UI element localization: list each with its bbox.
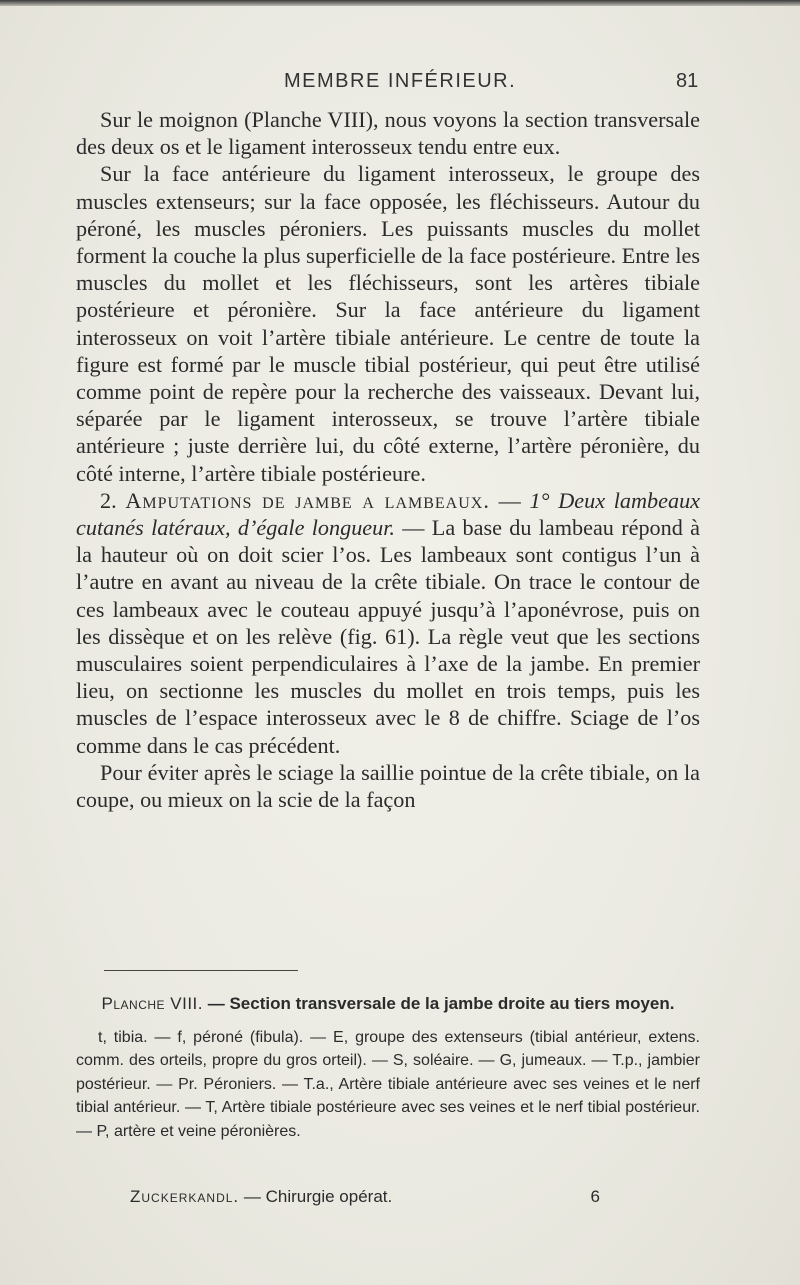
- section-heading: Amputations de jambe a lambeaux.: [125, 487, 490, 513]
- caption-dash: —: [207, 994, 225, 1013]
- caption-legend: t, tibia. — f, péroné (fibula). — E, groupe des extenseurs (tibial antérieur, extens. comm. des orteils, propre du gros orteil). — S, soléaire. — G, jumeaux. — T.p., jambier postérieur. — Pr. Péroniers. — T.a., Artère tibiale antérieure avec ses veines et le nerf tibial antérieur. — T, Artère tibiale postérieure avec ses veines et le nerf tibial postérieur. — P, artère et veine péronières.: [76, 1029, 700, 1140]
- paragraph-1: Sur le moignon (Planche VIII), nous voyons la section transversale des deux os et le ligament interosseux tendu entre eux.: [76, 107, 700, 160]
- signature-author: Zuckerkandl.: [130, 1187, 240, 1206]
- plate-label: Planche VIII.: [101, 994, 203, 1013]
- running-head: [0, 70, 800, 100]
- plate-caption: [76, 992, 700, 1143]
- footnote-separator: [104, 970, 298, 971]
- section-text: — La base du lambeau répond à la hauteur où on doit scier l’os. Les lambeaux sont contigus l’un à l’autre en avant au niveau de la crête tibiale. On trace le contour de ces lambeaux avec le couteau appuyé jusqu’à l’aponévrose, puis on les dissèque et on les relève (fig. 61). La règle veut que les sections musculaires soient perpendiculaires à l’axe de la jambe. En premier lieu, on sectionne les muscles du mollet en trois temps, puis les muscles de l’espace interosseux avec le 8 de chiffre. Sciage de l’os comme dans le cas précédent.: [76, 515, 700, 758]
- main-text: [76, 106, 700, 813]
- page-top-edge: [0, 0, 800, 6]
- paragraph-4: Pour éviter après le sciage la saillie pointue de la crête tibiale, on la coupe, ou mieux on la scie de la façon: [76, 759, 700, 813]
- signature-work: Chirurgie opérat.: [265, 1187, 393, 1206]
- signature-dash: —: [243, 1187, 261, 1206]
- paragraph-3: [76, 487, 700, 759]
- caption-title: [76, 992, 700, 1016]
- page-number: 81: [676, 70, 699, 92]
- paragraph-2: Sur la face antérieure du ligament interosseux, le groupe des muscles extenseurs; sur la face opposée, les fléchisseurs. Autour du péroné, les muscles péroniers. Les puissants muscles du mollet forment la couche la plus superficielle de la face postérieure. Entre les muscles du mollet et les fléchisseurs, sont les artères tibiale postérieure et péronière. Sur la face antérieure du ligament interosseux on voit l’artère tibiale antérieure. Le centre de toute la figure est formé par le muscle tibial postérieur, qui peut être utilisé comme point de repère pour la recherche des vaisseaux. Devant lui, séparée par le ligament interosseux, se trouve l’artère tibiale antérieure ; juste derrière lui, du côté externe, l’artère péronière, du côté interne, l’artère tibiale postérieure.: [76, 161, 700, 486]
- signature-sheet-number: 6: [590, 1187, 600, 1206]
- printer-signature: [130, 1187, 600, 1211]
- section-subheading: 1° Deux lambeaux cutanés latéraux, d’égale longueur.: [76, 487, 701, 541]
- section-number: 2.: [100, 487, 117, 513]
- running-title: MEMBRE INFÉRIEUR.: [284, 70, 517, 92]
- caption-title-text: Section transversale de la jambe droite au tiers moyen.: [229, 994, 675, 1013]
- section-dash: —: [498, 487, 521, 513]
